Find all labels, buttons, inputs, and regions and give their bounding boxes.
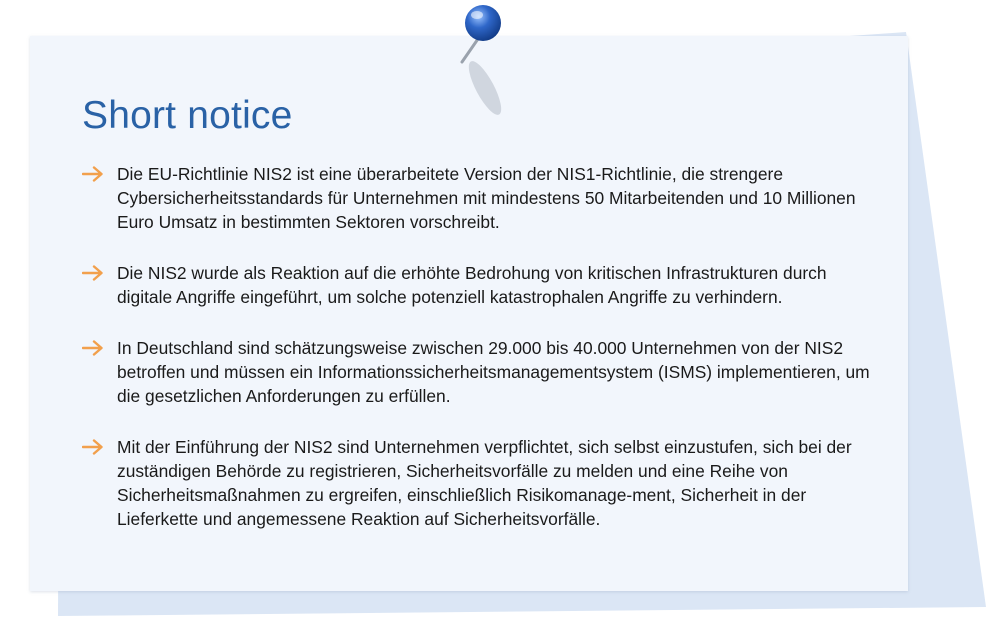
notice-title: Short notice: [82, 94, 293, 137]
notice-item: [82, 162, 872, 234]
notice-item: [82, 261, 872, 309]
notice-item-text: Mit der Einführung der NIS2 sind Unternehmen verpflichtet, sich selbst einzustufen, sich bei der zuständigen Behörde zu registrieren, Sicherheitsvorfälle zu melden und eine Reihe von Sicherheitsmaßnahmen zu ergreifen, einschließlich Risikomanage-ment, Sicherheit in der Lieferkette und angemessene Reaktion auf Sicherheitsvorfälle.: [117, 437, 852, 529]
notice-item: [82, 336, 872, 408]
arrow-right-icon: [82, 265, 104, 281]
push-pin-icon: [440, 0, 520, 120]
notice-item-text: Die NIS2 wurde als Reaktion auf die erhöhte Bedrohung von kritischen Infrastrukturen durch digitale Angriffe eingeführt, um solche potenziell katastrophalen Angriffe zu verhindern.: [117, 263, 827, 307]
arrow-right-icon: [82, 340, 104, 356]
notice-item: [82, 435, 872, 531]
notice-list: [82, 162, 872, 531]
notice-item-text: In Deutschland sind schätzungsweise zwischen 29.000 bis 40.000 Unternehmen von der NIS2 betroffen und müssen ein Informationssicherheitsmanagementsystem (ISMS) implementieren, um die gesetzlichen Anforderungen zu erfüllen.: [117, 338, 870, 406]
arrow-right-icon: [82, 439, 104, 455]
notice-item-text: Die EU-Richtlinie NIS2 ist eine überarbeitete Version der NIS1-Richtlinie, die strengere Cybersicherheitsstandards für Unternehmen mit mindestens 50 Mitarbeitenden und 10 Millionen Euro Umsatz in bestimmten Sektoren vorschreibt.: [117, 164, 856, 232]
arrow-right-icon: [82, 166, 104, 182]
